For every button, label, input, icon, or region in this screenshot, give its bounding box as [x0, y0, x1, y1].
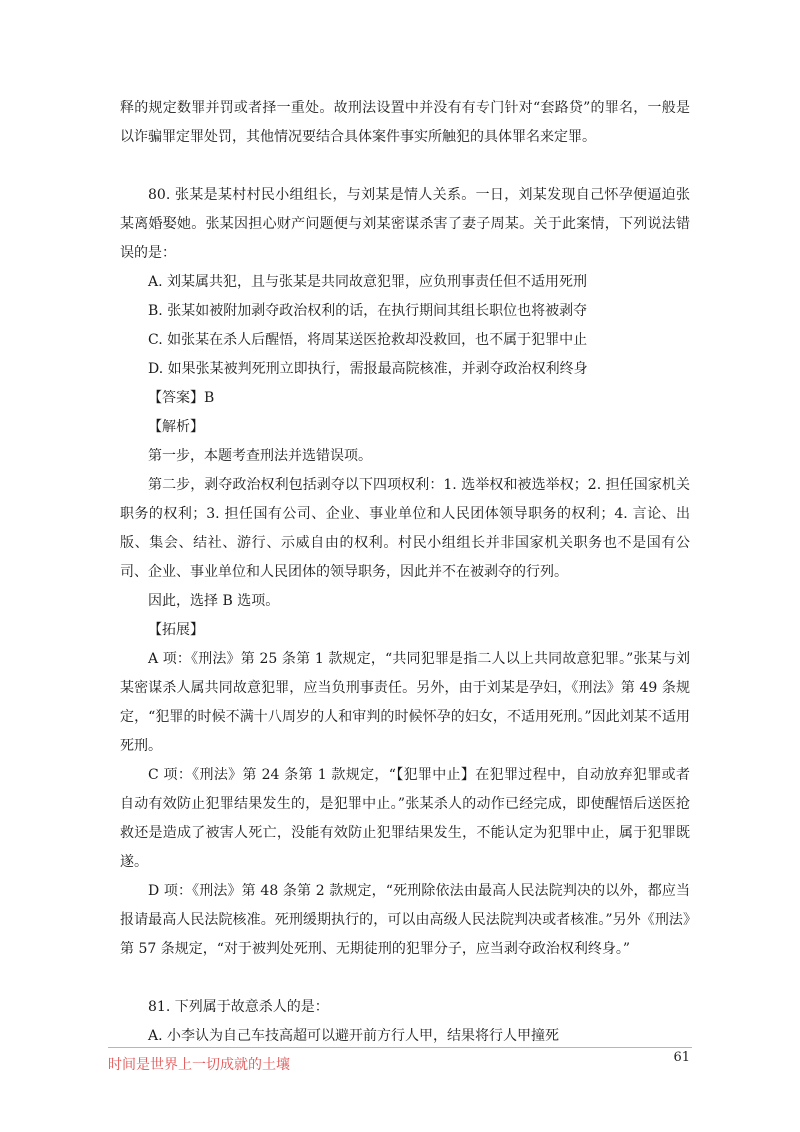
extension-item-d: D 项：《刑法》第 48 条第 2 款规定，“死刑除依法由最高人民法院判决的以外，都应当报请最高人民法院核准。死刑缓期执行的，可以由高级人民法院判决或者核准。”另外《刑法》第 57 条规定，“对于被判处死刑、无期徒刑的犯罪分子，应当剥夺政治权利终身。”: [120, 883, 690, 957]
question-81-option-a: A. 小李认为自己车技高超可以避开前方行人甲，结果将行人甲撞死: [148, 1028, 560, 1044]
question-80-option-b: B. 张某如被附加剥夺政治权利的话，在执行期间其组长职位也将被剥夺: [148, 303, 588, 319]
footer-motto: 时间是世界上一切成就的土壤: [108, 1057, 290, 1073]
question-80-option-c: C. 如张某在杀人后醒悟，将周某送医抢救却没救回，也不属于犯罪中止: [148, 332, 588, 348]
document-body: [120, 94, 690, 1051]
answer-label: 【答案】B: [148, 390, 215, 406]
page-number: 61: [673, 1050, 690, 1065]
continuation-paragraph: 释的规定数罪并罚或者择一重处。故刑法设置中并没有有专门针对“套路贷”的罪名，一般是以诈骗罪定罪处罚，其他情况要结合具体案件事实所触犯的具体罪名来定罪。: [120, 100, 690, 145]
extension-item-c: C 项：《刑法》第 24 条第 1 款规定，“【犯罪中止】在犯罪过程中，自动放弃犯罪或者自动有效防止犯罪结果发生的，是犯罪中止。”张某杀人的动作已经完成，即使醒悟后送医抢救还是造成了被害人死亡，没能有效防止犯罪结果发生，不能认定为犯罪中止，属于犯罪既遂。: [120, 767, 690, 870]
question-80-option-d: D. 如果张某被判死刑立即执行，需报最高院核准，并剥夺政治权利终身: [148, 361, 588, 377]
analysis-conclusion: 因此，选择 B 选项。: [148, 593, 280, 609]
extension-item-a: A 项：《刑法》第 25 条第 1 款规定，“共同犯罪是指二人以上共同故意犯罪。”张某与刘某密谋杀人属共同故意犯罪，应当负刑事责任。另外，由于刘某是孕妇，《刑法》第 49 条规定，“犯罪的时候不满十八周岁的人和审判的时候怀孕的妇女，不适用死刑。”因此刘某不适用死刑。: [120, 651, 690, 754]
question-81-stem: 81. 下列属于故意杀人的是：: [148, 999, 329, 1015]
footer-divider: [108, 1047, 692, 1048]
analysis-step-1: 第一步，本题考查刑法并选错误项。: [148, 448, 372, 464]
question-80-stem: 80. 张某是某村村民小组组长，与刘某是情人关系。一日，刘某发现自己怀孕便逼迫张某离婚娶她。张某因担心财产问题便与刘某密谋杀害了妻子周某。关于此案情，下列说法错误的是：: [120, 187, 690, 261]
question-80-option-a: A. 刘某属共犯，且与张某是共同故意犯罪，应负刑事责任但不适用死刑: [148, 274, 588, 290]
analysis-step-2: 第二步，剥夺政治权利包括剥夺以下四项权利：1. 选举权和被选举权；2. 担任国家机关职务的权利；3. 担任国有公司、企业、事业单位和人民团体领导职务的权利；4. 言论、出版、集会、结社、游行、示威自由的权利。村民小组组长并非国家机关职务也不是国有公司、企业、事业单位和人民团体的领导职务，因此并不在被剥夺的行列。: [120, 477, 690, 580]
extension-heading: 【拓展】: [148, 622, 204, 638]
analysis-heading: 【解析】: [148, 419, 204, 435]
